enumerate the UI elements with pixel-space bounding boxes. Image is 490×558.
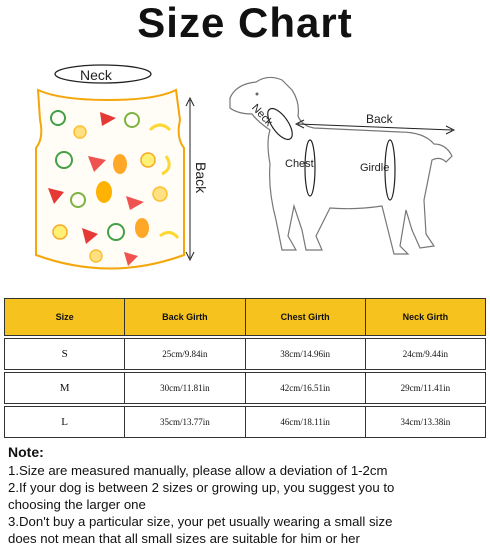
note-line: choosing the larger one <box>8 497 146 512</box>
size-cell: S <box>5 339 125 370</box>
illustration-area <box>0 60 490 285</box>
shirt-back-label: Back <box>193 162 209 194</box>
note-line: 2.If your dog is between 2 sizes or growing up, you suggest you to <box>8 480 395 495</box>
back-girth-cell: 25cm/9.84in <box>125 339 245 370</box>
dog-chest-label: Chest <box>285 158 314 170</box>
note-line: 3.Don't buy a particular size, your pet usually wearing a small size <box>8 514 393 529</box>
header-back-girth: Back Girth <box>125 299 245 336</box>
table-row <box>5 407 486 438</box>
dog-girdle-label: Girdle <box>360 162 390 174</box>
neck-girth-cell: 24cm/9.44in <box>365 339 485 370</box>
chest-girth-cell: 46cm/18.11in <box>245 407 365 438</box>
table-row <box>5 339 486 370</box>
dog-neck-label: Neck <box>249 102 275 129</box>
dog-icon <box>230 77 454 254</box>
size-cell: L <box>5 407 125 438</box>
chest-girth-cell: 42cm/16.51in <box>245 373 365 404</box>
chest-girth-cell: 38cm/14.96in <box>245 339 365 370</box>
note-line: does not mean that all small sizes are suitable for him or her <box>8 531 360 546</box>
notes-section <box>8 444 488 547</box>
notes-heading: Note: <box>8 444 44 460</box>
neck-girth-cell: 29cm/11.41in <box>365 373 485 404</box>
back-girth-cell: 35cm/13.77in <box>125 407 245 438</box>
back-girth-cell: 30cm/11.81in <box>125 373 245 404</box>
illustration-graphic <box>0 60 490 285</box>
table-row <box>5 373 486 404</box>
size-table <box>4 298 486 438</box>
header-size: Size <box>5 299 125 336</box>
table-header-row <box>5 299 486 336</box>
note-line: 1.Size are measured manually, please allow a deviation of 1-2cm <box>8 463 388 478</box>
shirt-neck-label: Neck <box>80 67 112 83</box>
size-cell: M <box>5 373 125 404</box>
header-chest-girth: Chest Girth <box>245 299 365 336</box>
header-neck-girth: Neck Girth <box>365 299 485 336</box>
dog-back-label: Back <box>366 112 393 126</box>
page-title: Size Chart <box>137 0 353 46</box>
shirt-icon <box>36 65 194 269</box>
neck-girth-cell: 34cm/13.38in <box>365 407 485 438</box>
